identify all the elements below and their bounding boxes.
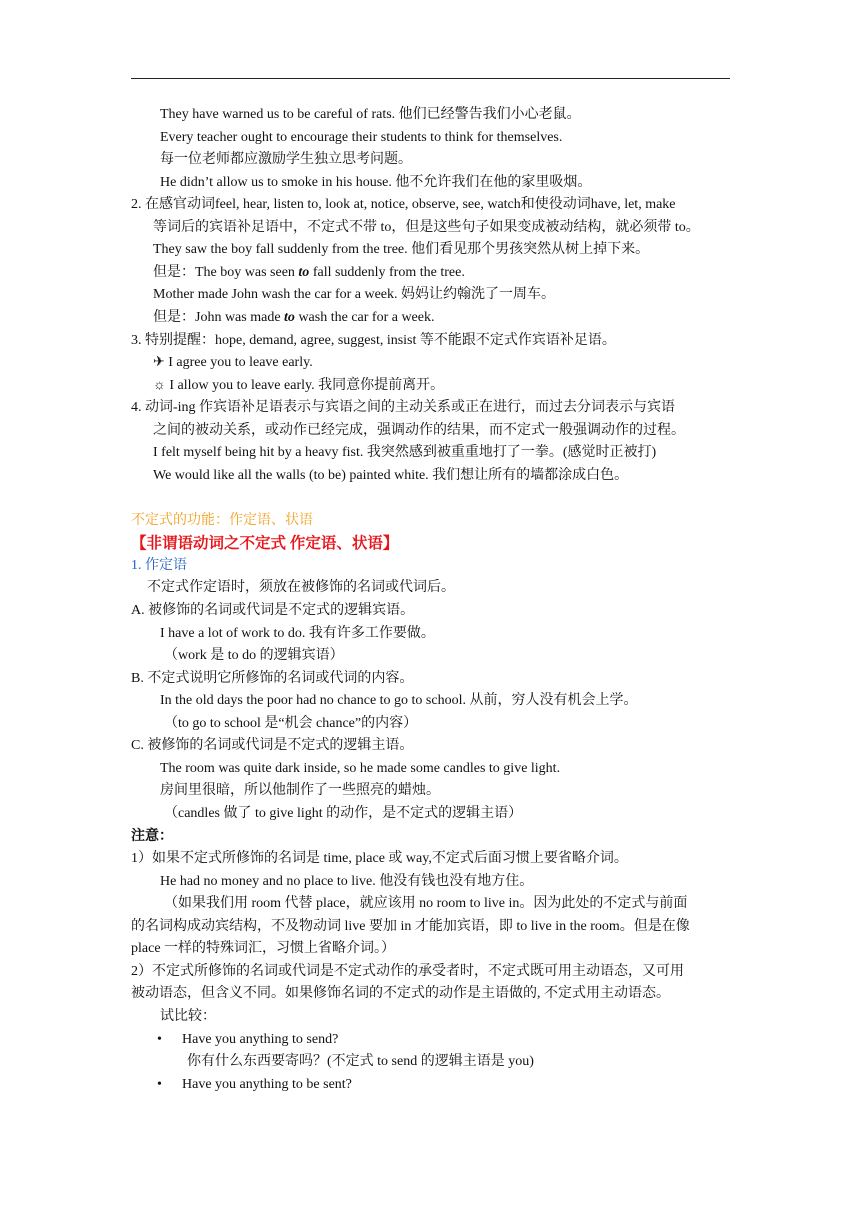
list-item: Have you anything to send? [182,1032,339,1047]
text-line: 不定式作定语时，须放在被修饰的名词或代词后。 [147,580,455,595]
text-line: Mother made John wash the car for a week. 妈妈让约翰洗了一周车。 [153,287,556,302]
text-line: 房间里很暗，所以他制作了一些照亮的蜡烛。 [160,783,440,798]
text-line: 试比较： [160,1009,216,1024]
text-line: ☼ I allow you to leave early. 我同意你提前离开。 [153,378,445,393]
text-line: The room was quite dark inside, so he made some candles to give light. [160,761,561,776]
text-line: We would like all the walls (to be) painted white. 我们想让所有的墙都涂成白色。 [153,468,629,483]
text-line: （如果我们用 room 代替 place，就应该用 no room to live in。因为此处的不定式与前面 [164,896,688,911]
text-line: I have a lot of work to do. 我有许多工作要做。 [160,626,435,641]
list-item: Have you anything to be sent? [182,1077,352,1092]
text-line: 4. 动词-ing 作宾语补足语表示与宾语之间的主动关系或正在进行，而过去分词表示与宾语 [131,400,676,415]
text-line: 但是：The boy was seen to fall suddenly from the tree. [153,265,465,280]
text-line: He didn’t allow us to smoke in his house. 他不允许我们在他的家里吸烟。 [160,175,592,190]
text-line: ✈ I agree you to leave early. [153,355,313,370]
text-line: 2）不定式所修饰的名词或代词是不定式动作的承受者时，不定式既可用主动语态，又可用 [131,964,684,979]
bullet: • [157,1077,162,1092]
section-heading: 1. 作定语 [131,558,187,573]
text-line: B. 不定式说明它所修饰的名词或代词的内容。 [131,671,414,686]
text-line: A. 被修饰的名词或代词是不定式的逻辑宾语。 [131,603,415,618]
text-line: （work 是 to do 的逻辑宾语） [164,648,344,663]
note-label: 注意： [131,829,173,844]
text-line: 每一位老师都应激励学生独立思考问题。 [160,152,412,167]
text-line: 1）如果不定式所修饰的名词是 time, place 或 way,不定式后面习惯上要省略介词。 [131,851,628,866]
text-line: 你有什么东西要寄吗？(不定式 to send 的逻辑主语是 you) [187,1054,534,1069]
text-line: 但是：John was made to wash the car for a week. [153,310,435,325]
text-line: They have warned us to be careful of rats. 他们已经警告我们小心老鼠。 [160,107,581,122]
text-line: 3. 特别提醒：hope, demand, agree, suggest, insist 等不能跟不定式作宾语补足语。 [131,333,616,348]
text-line: place 一样的特殊词汇，习惯上省略介词。） [131,941,396,956]
text-line: C. 被修饰的名词或代词是不定式的逻辑主语。 [131,738,414,753]
text-line: 等词后的宾语补足语中，不定式不带 to，但是这些句子如果变成被动结构，就必须带 to。 [153,220,700,235]
text-line: In the old days the poor had no chance to go to school. 从前，穷人没有机会上学。 [160,693,638,708]
text-line: 的名词构成动宾结构，不及物动词 live 要加 in 才能加宾语，即 to live in the room。但是在像 [131,919,690,934]
bullet: • [157,1032,162,1047]
section-title: 【非谓语动词之不定式 作定语、状语】 [131,535,399,552]
text-line: （candles 做了 to give light 的动作，是不定式的逻辑主语） [164,806,523,821]
text-line: I felt myself being hit by a heavy fist. 我突然感到被重重地打了一拳。(感觉时正被打) [153,445,657,460]
text-line: 之间的被动关系，或动作已经完成，强调动作的结果，而不定式一般强调动作的过程。 [153,423,685,438]
text-line: He had no money and no place to live. 他没有钱也没有地方住。 [160,874,534,889]
text-line: （to go to school 是“机会 chance”的内容） [164,716,418,731]
text-line: Every teacher ought to encourage their students to think for themselves. [160,130,563,145]
text-line: 2. 在感官动词feel, hear, listen to, look at, notice, observe, see, watch和使役动词have, let, make [131,197,676,212]
section-subtitle: 不定式的功能：作定语、状语 [131,513,313,528]
text-line: They saw the boy fall suddenly from the tree. 他们看见那个男孩突然从树上掉下来。 [153,242,650,257]
header-rule [131,78,730,79]
text-line: 被动语态，但含义不同。如果修饰名词的不定式的动作是主语做的, 不定式用主动语态。 [131,986,670,1001]
